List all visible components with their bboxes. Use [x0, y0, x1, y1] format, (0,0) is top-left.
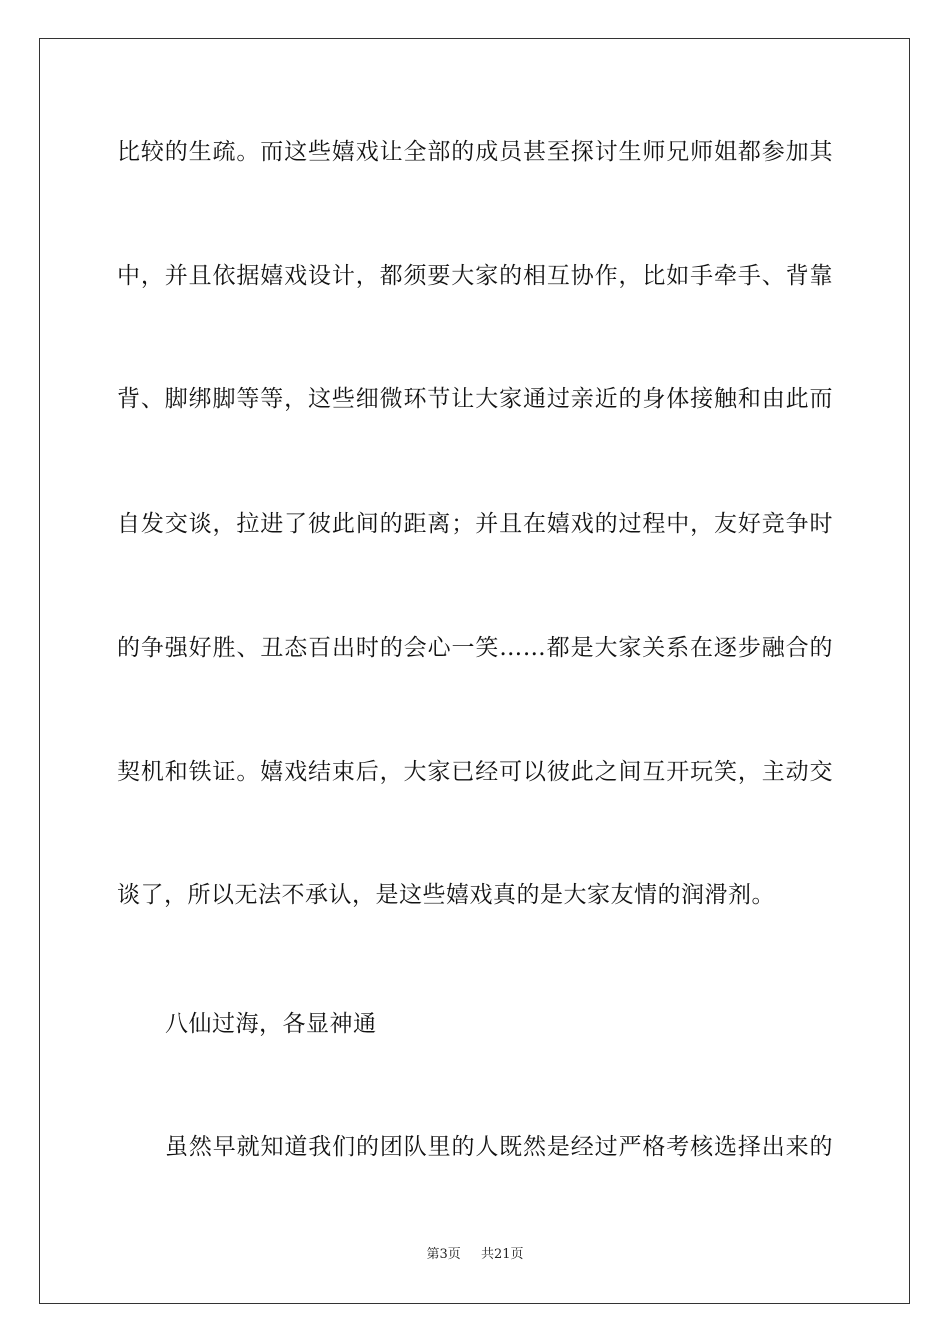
body-line-3: 背、脚绑脚等等，这些细微环节让大家通过亲近的身体接触和由此而	[117, 386, 833, 412]
page-number: 第3页	[426, 1247, 461, 1262]
body-line-7: 谈了，所以无法不承认，是这些嬉戏真的是大家友情的润滑剂。	[117, 882, 775, 908]
page-border	[39, 38, 910, 1304]
page-footer	[0, 1246, 950, 1264]
body-line-6: 契机和铁证。嬉戏结束后，大家已经可以彼此之间互开玩笑，主动交	[117, 759, 833, 785]
paragraph-first-line: 虽然早就知道我们的团队里的人既然是经过严格考核选择出来的	[165, 1134, 833, 1160]
body-line-2: 中，并且依据嬉戏设计，都须要大家的相互协作，比如手牵手、背靠	[117, 263, 833, 289]
page-total: 共21页	[480, 1247, 524, 1262]
body-line-1: 比较的生疏。而这些嬉戏让全部的成员甚至探讨生师兄师姐都参加其	[117, 139, 833, 165]
section-heading: 八仙过海，各显神通	[165, 1011, 377, 1037]
body-line-4: 自发交谈，拉进了彼此间的距离；并且在嬉戏的过程中，友好竞争时	[117, 511, 833, 537]
body-line-5: 的争强好胜、丑态百出时的会心一笑……都是大家关系在逐步融合的	[117, 635, 833, 661]
